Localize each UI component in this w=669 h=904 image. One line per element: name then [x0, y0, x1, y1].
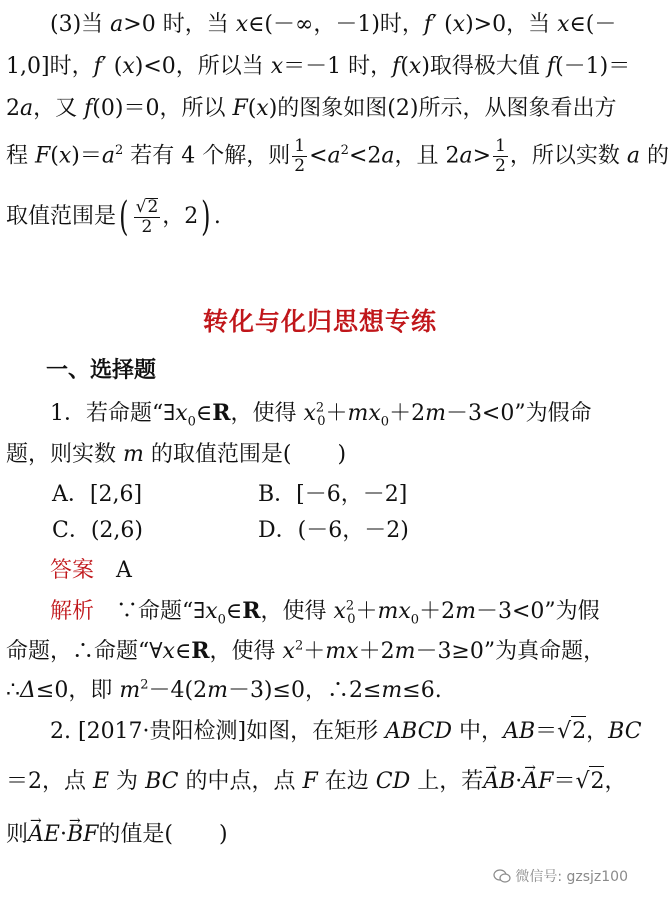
- text-line-4: 程 $F(x)=a^2$ 若有 4 个解，则 $\frac{1}{2}$ $<a^2<2a$，且 2a> $\frac{1}{2}$ ，所以实数 a 的: [6, 136, 669, 176]
- q2-stem-line-1: 2. [2017·贵阳检测]如图，在矩形 ABCD 中，AB＝√2，BC: [0, 716, 640, 747]
- q1-analysis-line-3: ∴Δ≤0，即 $m^2-4(2m-3)\le 0$，∴2≤m≤6.: [6, 677, 442, 703]
- q2-stem-line-3: 则→ AE·→ BF的值是( ): [0, 820, 640, 850]
- q1-option-d: D．(－6，－2): [258, 518, 409, 543]
- answer-label: 答案: [50, 558, 95, 583]
- text-line-1: (3)当 a>0 时，当 x∈(－∞，－1)时，f′ (x)>0，当 x∈(－: [50, 12, 617, 37]
- q1-analysis-line-1: 解析 ∵命题“$\exists x_0\in R$，使得 $x^2_0+mx_0+2m-3<0$”为假: [50, 598, 600, 628]
- q1-stem-line-1: 1．若命题“$\exists x_0\in R$，使得 $x^2_0+mx_0+2m-3<0$”为假命: [50, 400, 592, 430]
- q2-stem-line-2: ＝2，点 E 为 BC 的中点，点 F 在边 CD 上，若→ AB·→ AF＝√2，: [0, 766, 640, 797]
- analysis-label: 解析: [50, 599, 95, 624]
- q1-option-a: A．[2,6]: [52, 482, 143, 507]
- q1-stem-line-2: 题，则实数 m 的取值范围是( ): [6, 442, 347, 467]
- wechat-icon: [493, 869, 511, 883]
- wechat-watermark: [493, 866, 628, 886]
- watermark-text: 微信号: gzsjz100: [515, 869, 628, 885]
- text-line-2: 1,0]时，f′ (x)<0，所以当 x＝－1 时，f(x)取得极大值 f(－1)＝: [6, 54, 631, 79]
- q1-option-b: B．[－6，－2]: [258, 482, 408, 507]
- section-title: 一、选择题: [46, 358, 157, 383]
- section-heading: 转化与化归思想专练: [202, 307, 437, 336]
- text-line-5: 取值范围是( $\frac{√2}{2}$ ，2) .: [6, 194, 221, 240]
- text-line-3: 2a，又 f(0)＝0，所以 F(x)的图象如图(2)所示，从图象看出方: [6, 96, 617, 121]
- q1-option-c: C．(2,6): [52, 518, 143, 543]
- q1-analysis-line-2: 命题，∴命题“∀x∈R，使得 $x^2+mx+2m-3\ge 0$”为真命题，: [6, 638, 606, 664]
- q1-answer: [0, 556, 640, 586]
- answer-value: A: [116, 558, 132, 583]
